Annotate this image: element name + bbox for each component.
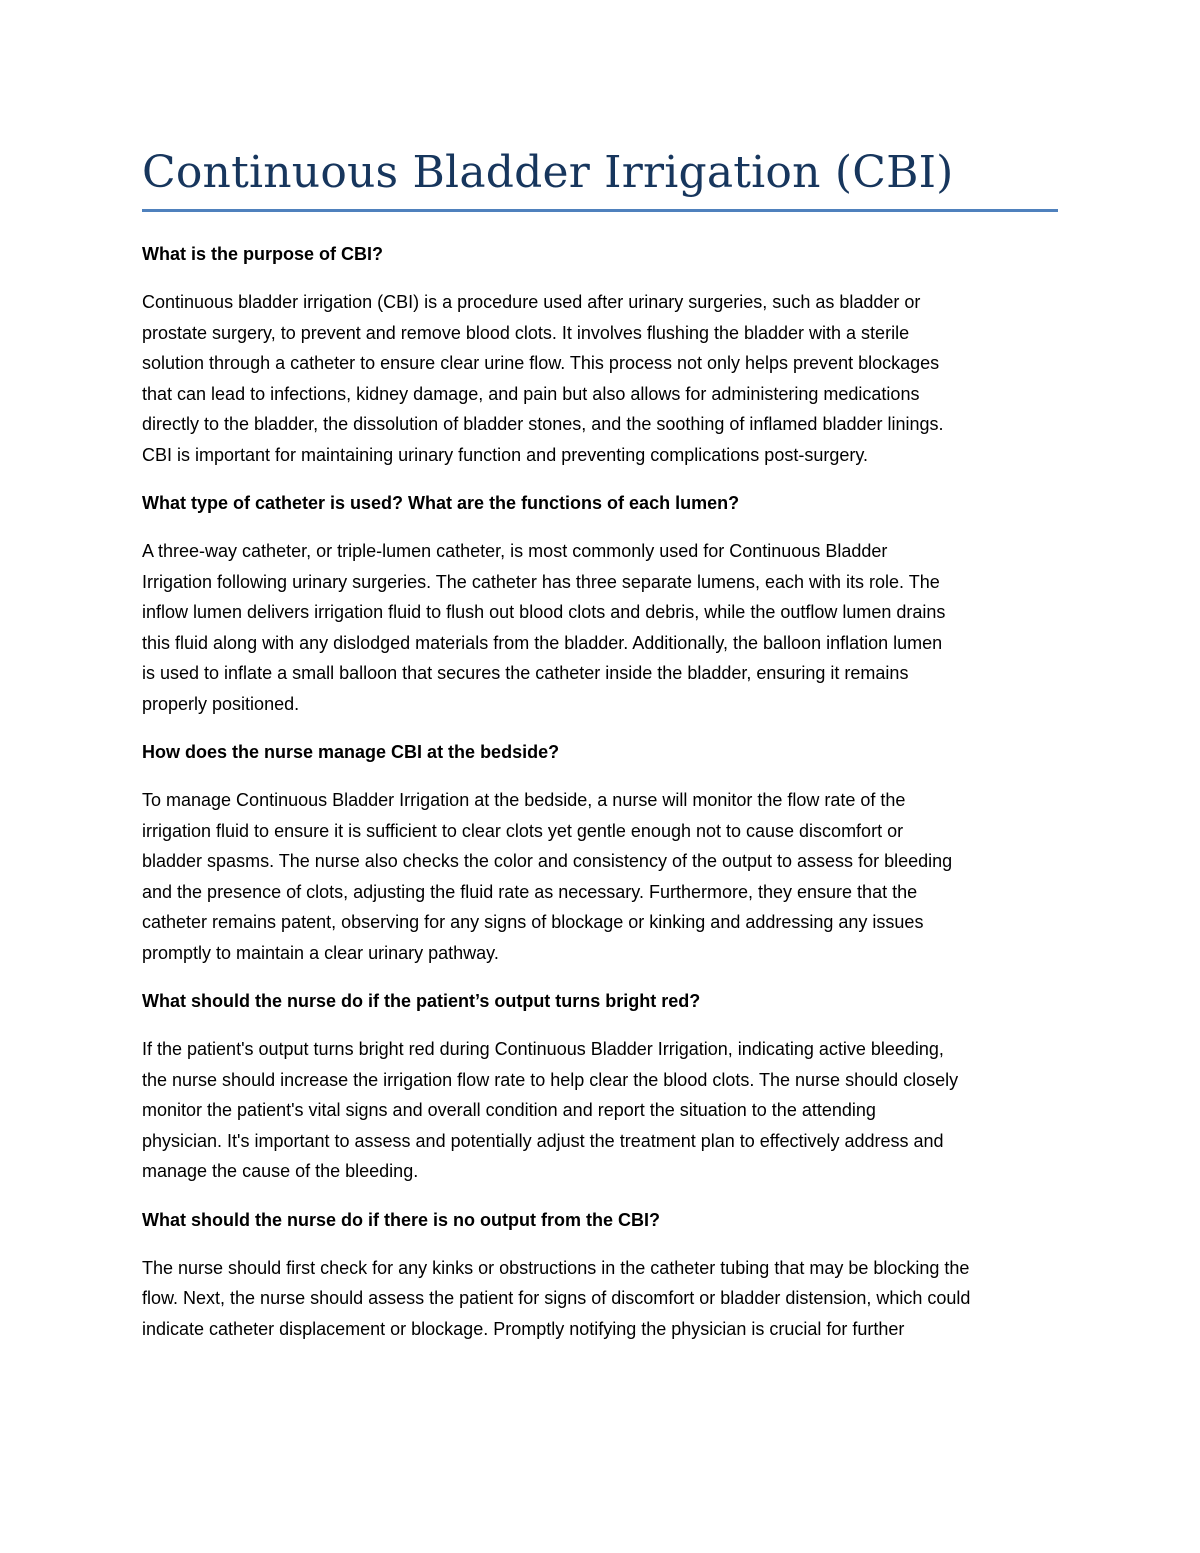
paragraph-line: Continuous bladder irrigation (CBI) is a procedure used after urinary surgeries, such as bladder or — [142, 292, 921, 312]
paragraph-line: monitor the patient's vital signs and overall condition and report the situation to the attending — [142, 1100, 876, 1120]
document-title: Continuous Bladder Irrigation (CBI) — [142, 147, 954, 198]
paragraph-line: If the patient's output turns bright red during Continuous Bladder Irrigation, indicating active bleeding, — [142, 1039, 944, 1059]
section-paragraph-bedside — [142, 785, 1058, 968]
paragraph-line: physician. It's important to assess and potentially adjust the treatment plan to effectively address and — [142, 1130, 944, 1151]
section-paragraph-catheter — [142, 536, 1058, 719]
section-heading-catheter: What type of catheter is used? What are the functions of each lumen? — [142, 493, 740, 513]
paragraph-line: Irrigation following urinary surgeries. The catheter has three separate lumens, each with its role. The — [142, 571, 940, 592]
paragraph-line: irrigation fluid to ensure it is sufficient to clear clots yet gentle enough not to cause discomfort or — [142, 820, 904, 841]
section-heading-purpose: What is the purpose of CBI? — [142, 244, 383, 264]
paragraph-line: manage the cause of the bleeding. — [142, 1161, 419, 1181]
paragraph-line: The nurse should first check for any kinks or obstructions in the catheter tubing that may be blocking the — [142, 1257, 970, 1278]
paragraph-line: directly to the bladder, the dissolution of bladder stones, and the soothing of inflamed bladder linings. — [142, 414, 944, 434]
paragraph-line: indicate catheter displacement or blockage. Promptly notifying the physician is crucial for further — [142, 1318, 905, 1339]
paragraph-line: this fluid along with any dislodged materials from the bladder. Additionally, the balloon inflation lumen — [142, 632, 943, 653]
section-heading-bedside: How does the nurse manage CBI at the bedside? — [142, 742, 560, 762]
paragraph-line: the nurse should increase the irrigation flow rate to help clear the blood clots. The nurse should closely — [142, 1069, 959, 1090]
paragraph-line: flow. Next, the nurse should assess the patient for signs of discomfort or bladder distension, which could — [142, 1288, 971, 1308]
section-paragraph-purpose — [142, 287, 1058, 470]
paragraph-line: inflow lumen delivers irrigation fluid to flush out blood clots and debris, while the outflow lumen drains — [142, 602, 946, 622]
paragraph-line: catheter remains patent, observing for any signs of blockage or kinking and addressing any issues — [142, 912, 924, 932]
paragraph-line: bladder spasms. The nurse also checks the color and consistency of the output to assess for bleeding — [142, 851, 953, 871]
document-page — [142, 0, 1058, 1553]
paragraph-line: promptly to maintain a clear urinary pathway. — [142, 942, 499, 963]
paragraph-line: is used to inflate a small balloon that secures the catheter inside the bladder, ensuring it remains — [142, 663, 909, 683]
paragraph-line: A three-way catheter, or triple-lumen catheter, is most commonly used for Continuous Bladder — [142, 541, 888, 561]
paragraph-line: solution through a catheter to ensure clear urine flow. This process not only helps prevent blockages — [142, 353, 940, 373]
title-underline — [142, 209, 1058, 212]
section-paragraph-no-output — [142, 1253, 1058, 1345]
paragraph-line: CBI is important for maintaining urinary function and preventing complications post-surgery. — [142, 444, 869, 465]
paragraph-line: To manage Continuous Bladder Irrigation at the bedside, a nurse will monitor the flow rate of the — [142, 790, 906, 810]
document-body — [142, 239, 1058, 1362]
section-paragraph-bright-red — [142, 1034, 1058, 1187]
section-heading-bright-red: What should the nurse do if the patient’s output turns bright red? — [142, 991, 701, 1011]
section-heading-no-output: What should the nurse do if there is no output from the CBI? — [142, 1209, 660, 1230]
paragraph-line: properly positioned. — [142, 693, 300, 714]
paragraph-line: that can lead to infections, kidney damage, and pain but also allows for administering medications — [142, 383, 920, 404]
paragraph-line: prostate surgery, to prevent and remove blood clots. It involves flushing the bladder with a sterile — [142, 322, 910, 343]
paragraph-line: and the presence of clots, adjusting the fluid rate as necessary. Furthermore, they ensure that the — [142, 881, 918, 902]
